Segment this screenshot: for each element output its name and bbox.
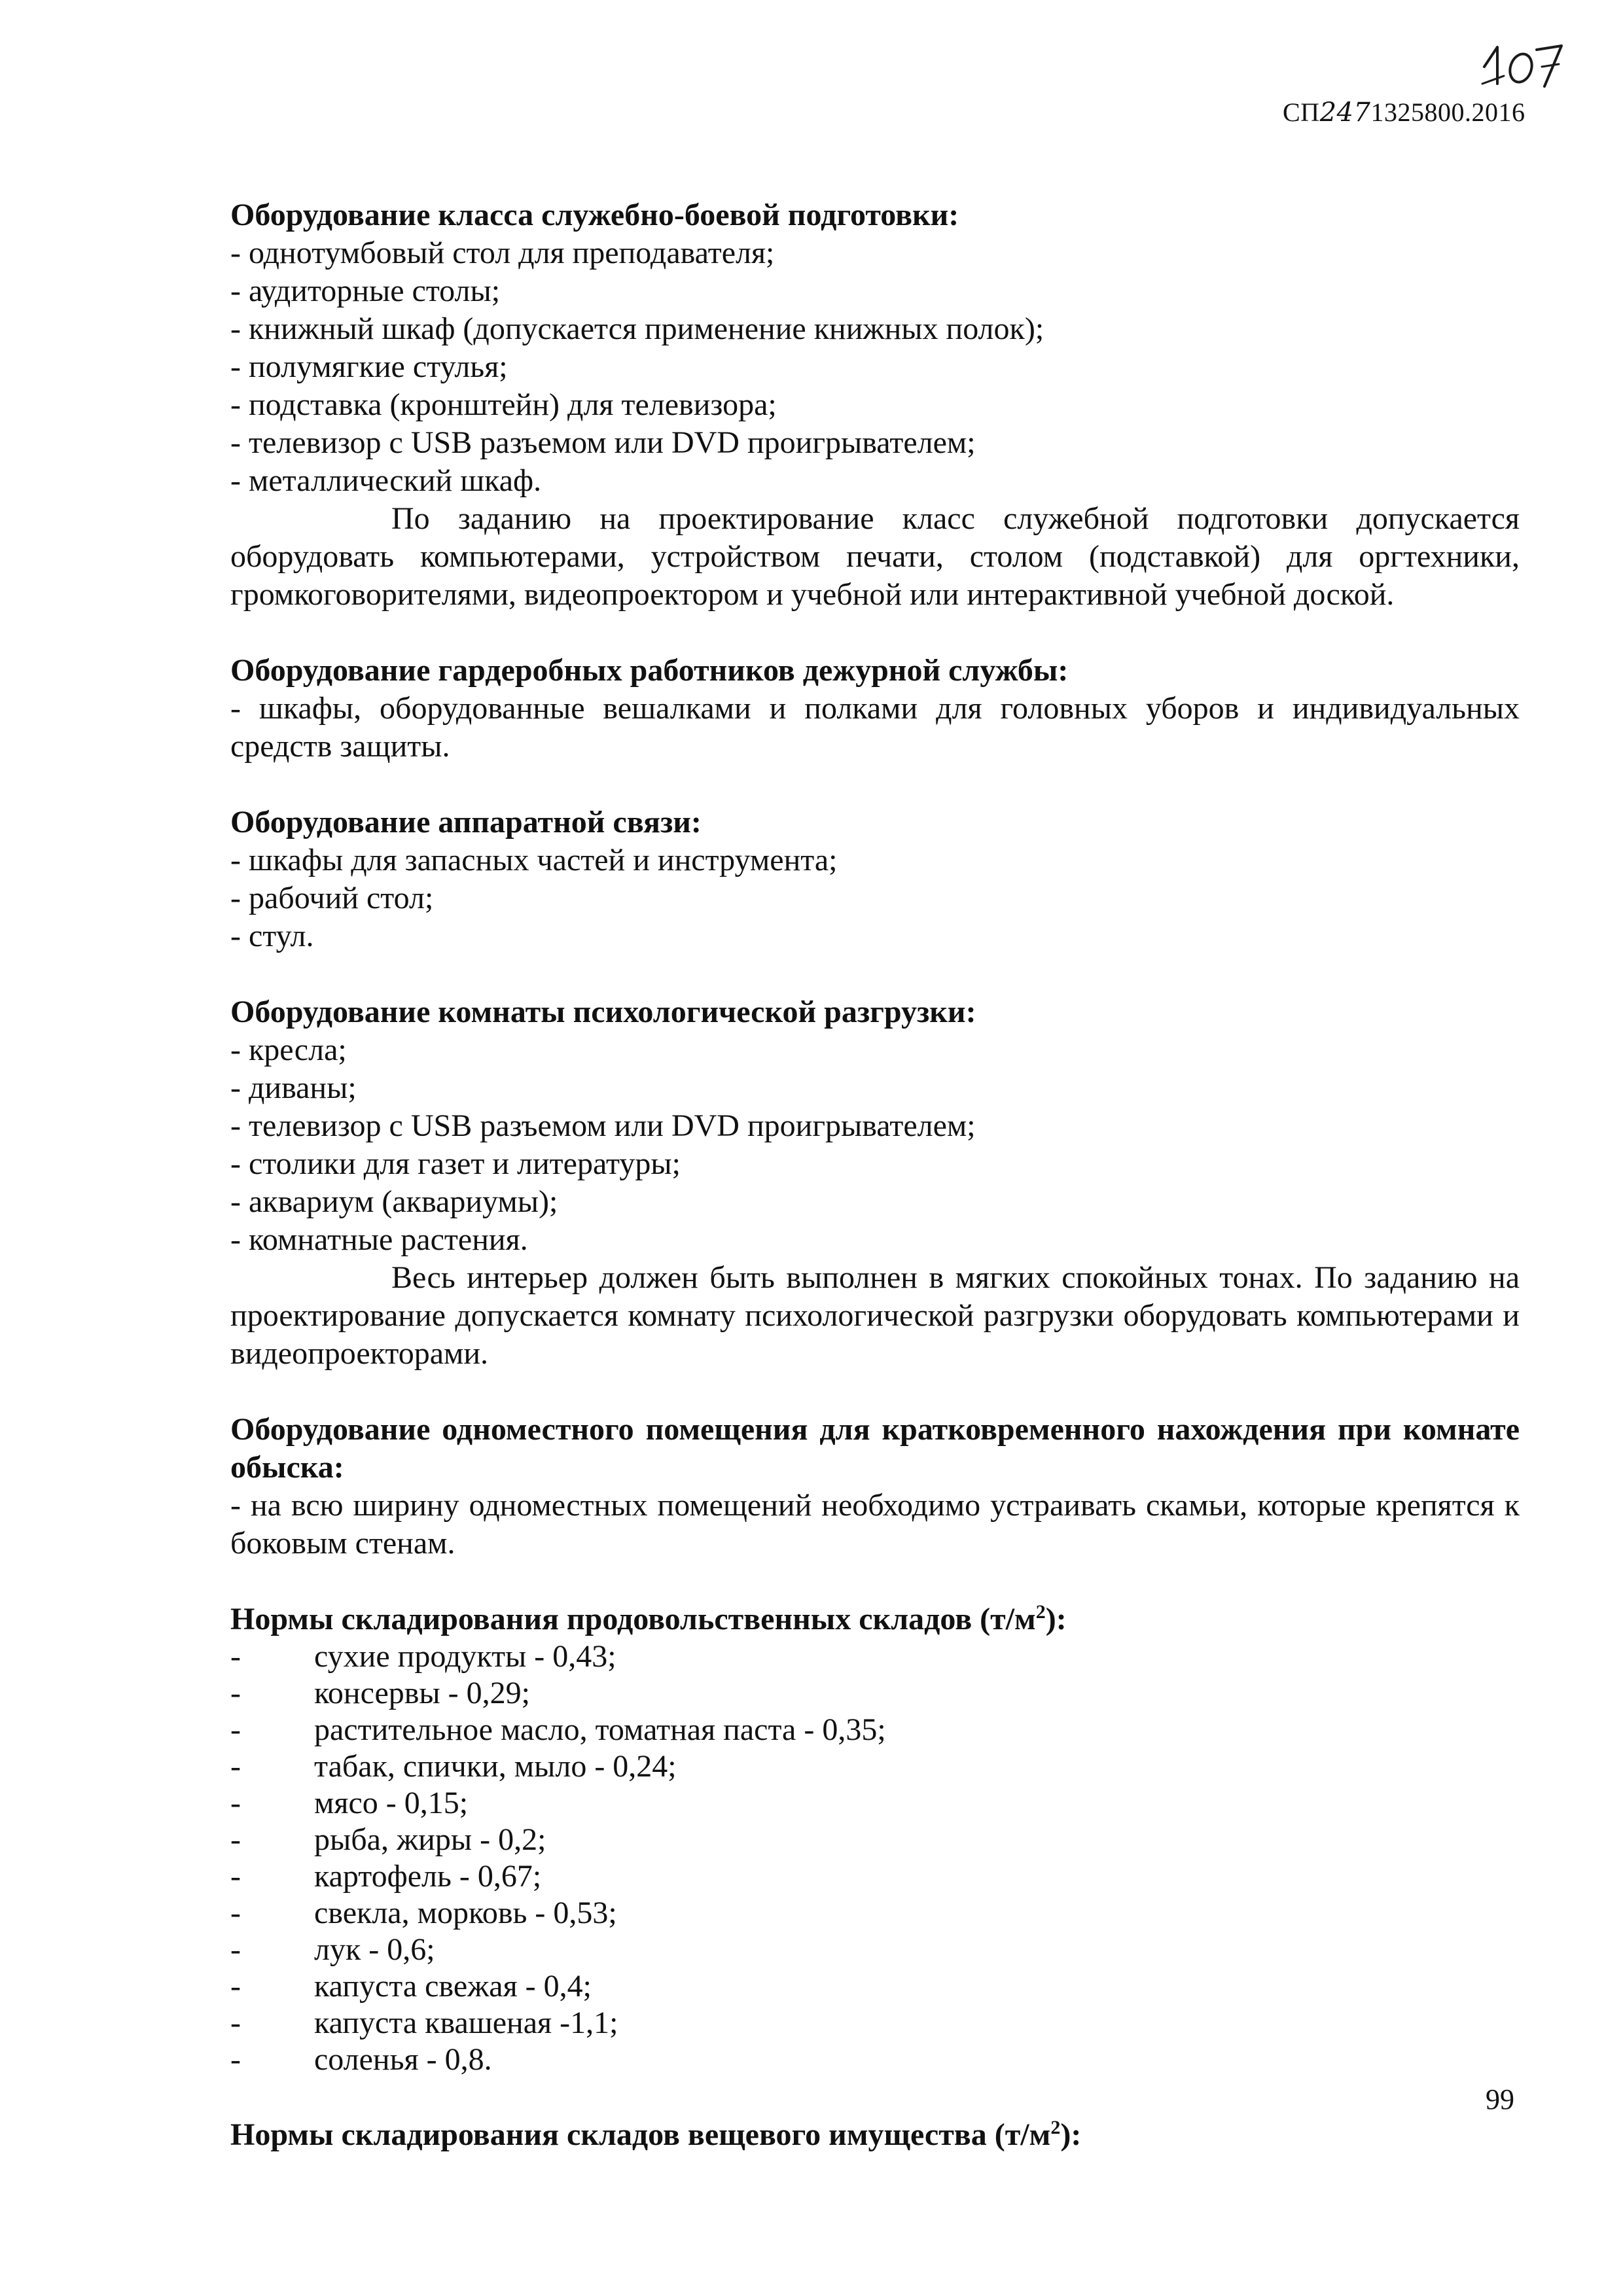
dash-bullet: - xyxy=(230,1932,241,1967)
norm-text: капуста квашеная -1,1; xyxy=(314,2005,618,2040)
heading-end: ): xyxy=(1045,1602,1067,1636)
norm-text: рыба, жиры - 0,2; xyxy=(314,1822,546,1857)
section-heading xyxy=(230,2116,1520,2154)
page-number: 99 xyxy=(1486,2083,1514,2115)
norm-item xyxy=(230,1785,1520,1822)
list-item: - книжный шкаф (допускается применение книжных полок); xyxy=(230,310,1520,348)
section-single-holding-room xyxy=(230,1411,1520,1563)
norm-text: капуста свежая - 0,4; xyxy=(314,1969,592,2004)
list-item: - однотумбовый стол для преподавателя; xyxy=(230,234,1520,272)
list-item: - столики для газет и литературы; xyxy=(230,1145,1520,1183)
section-heading: Оборудование аппаратной связи: xyxy=(230,805,702,839)
section-heading: Оборудование комнаты психологической разгрузки: xyxy=(230,995,976,1029)
section-training-class xyxy=(230,196,1520,614)
norm-item xyxy=(230,2041,1520,2078)
doc-code-prefix: СП xyxy=(1283,97,1320,127)
handwritten-page-number-107 xyxy=(1480,38,1565,93)
norm-item xyxy=(230,2005,1520,2041)
dash-bullet: - xyxy=(230,2042,241,2077)
norm-item xyxy=(230,1712,1520,1748)
norm-item xyxy=(230,1968,1520,2005)
list-item: - кресла; xyxy=(230,1031,1520,1069)
norm-item xyxy=(230,1895,1520,1932)
section-heading: Оборудование гардеробных работников дежурной службы: xyxy=(230,653,1069,688)
dash-bullet: - xyxy=(230,1676,241,1710)
dash-bullet: - xyxy=(230,1969,241,2004)
section-paragraph: По заданию на проектирование класс служебной подготовки допускается оборудовать компьютерами, устройством печати, столом (подставкой) для оргтехники, громкоговорителями, видеопроектором и учебной или интерактивной учебной доской. xyxy=(230,501,1520,612)
norm-text: консервы - 0,29; xyxy=(314,1676,530,1710)
dash-bullet: - xyxy=(230,1712,241,1747)
norm-text: растительное масло, томатная паста - 0,35; xyxy=(314,1712,886,1747)
norm-item xyxy=(230,1858,1520,1895)
document-body xyxy=(230,196,1520,2154)
doc-code-handwritten: 247 xyxy=(1319,97,1371,128)
section-heading: Оборудование класса служебно-боевой подготовки: xyxy=(230,198,959,232)
heading-text: Нормы складирования продовольственных складов (т/м xyxy=(230,1602,1036,1636)
list-item: - шкафы для запасных частей и инструмента; xyxy=(230,841,1520,879)
dash-bullet: - xyxy=(230,1859,241,1894)
section-paragraph: Весь интерьер должен быть выполнен в мягких спокойных тонах. По заданию на проектирование допускается комнату психологической разгрузки оборудовать компьютерами и видеопроекторами. xyxy=(230,1260,1520,1371)
list-item: - аквариум (аквариумы); xyxy=(230,1183,1520,1221)
norm-text: картофель - 0,67; xyxy=(314,1859,542,1894)
document-code xyxy=(1283,97,1525,128)
list-item: - стул. xyxy=(230,917,1520,955)
list-item: - комнатные растения. xyxy=(230,1221,1520,1259)
list-item: - аудиторные столы; xyxy=(230,272,1520,310)
section-text: - шкафы, оборудованные вешалками и полками для головных уборов и индивидуальных средств защиты. xyxy=(230,691,1520,764)
list-item: - рабочий стол; xyxy=(230,879,1520,917)
list-item: - металлический шкаф. xyxy=(230,462,1520,500)
heading-end: ): xyxy=(1060,2117,1082,2152)
section-relaxation-room xyxy=(230,993,1520,1373)
norm-text: соленья - 0,8. xyxy=(314,2042,492,2077)
dash-bullet: - xyxy=(230,2005,241,2040)
list-item: - диваны; xyxy=(230,1069,1520,1107)
norm-text: сухие продукты - 0,43; xyxy=(314,1639,616,1674)
section-heading: Оборудование одноместного помещения для кратковременного нахождения при комнате обыска: xyxy=(230,1412,1520,1485)
heading-superscript: 2 xyxy=(1050,2117,1061,2138)
norm-text: табак, спички, мыло - 0,24; xyxy=(314,1749,677,1784)
norm-text: свекла, морковь - 0,53; xyxy=(314,1896,617,1930)
doc-code-suffix: 1325800.2016 xyxy=(1370,97,1525,127)
equipment-list xyxy=(230,841,1520,955)
section-text: - на всю ширину одноместных помещений необходимо устраивать скамьи, которые крепятся к боковым стенам. xyxy=(230,1488,1520,1561)
heading-text: Нормы складирования складов вещевого имущества (т/м xyxy=(230,2117,1051,2152)
section-heading xyxy=(230,1600,1520,1638)
dash-bullet: - xyxy=(230,1639,241,1674)
equipment-list xyxy=(230,1031,1520,1259)
norm-item xyxy=(230,1748,1520,1785)
list-item: - телевизор с USB разъемом или DVD проигрывателем; xyxy=(230,424,1520,462)
list-item: - подставка (кронштейн) для телевизора; xyxy=(230,386,1520,424)
section-duty-wardrobe xyxy=(230,652,1520,766)
norm-item xyxy=(230,1675,1520,1712)
dash-bullet: - xyxy=(230,1822,241,1857)
norm-item xyxy=(230,1822,1520,1858)
dash-bullet: - xyxy=(230,1786,241,1820)
section-communications-room xyxy=(230,804,1520,955)
heading-superscript: 2 xyxy=(1035,1601,1046,1623)
list-item: - телевизор с USB разъемом или DVD проигрывателем; xyxy=(230,1107,1520,1145)
norm-item xyxy=(230,1932,1520,1968)
dash-bullet: - xyxy=(230,1749,241,1784)
norm-text: мясо - 0,15; xyxy=(314,1786,469,1820)
list-item: - полумягкие стулья; xyxy=(230,348,1520,386)
norm-text: лук - 0,6; xyxy=(314,1932,435,1967)
dash-bullet: - xyxy=(230,1896,241,1930)
section-food-storage-norms xyxy=(230,1600,1520,2078)
section-clothing-storage-norms xyxy=(230,2116,1520,2154)
norms-list xyxy=(230,1638,1520,2078)
equipment-list xyxy=(230,234,1520,500)
norm-item xyxy=(230,1638,1520,1675)
